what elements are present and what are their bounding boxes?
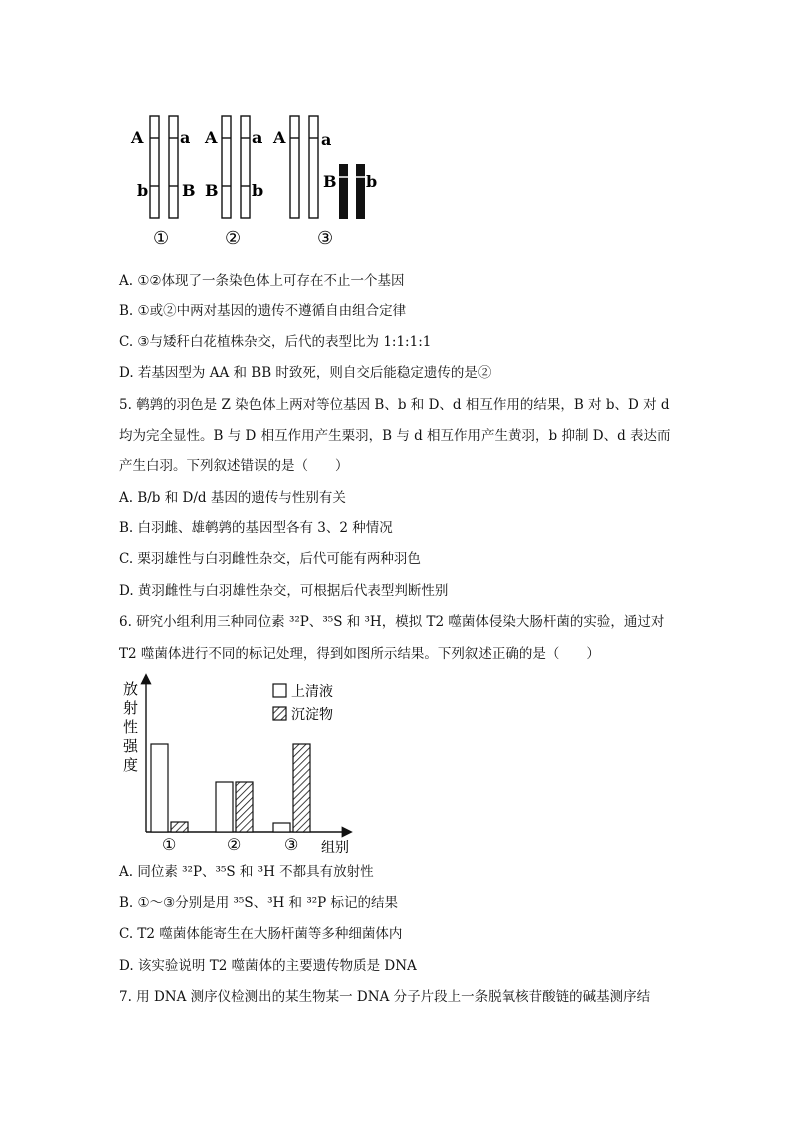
q4-option-c: C. ③与矮秆白花植株杂交，后代的表型比为 1:1:1:1	[119, 334, 432, 350]
bar-supernatant-group-3	[273, 823, 290, 832]
legend-swatch-precipitate	[273, 707, 286, 720]
x-tick-label: ②	[227, 835, 242, 854]
q5-stem-line-3: 产生白羽。下列叙述错误的是（ ）	[119, 458, 349, 474]
gene-label: a	[252, 128, 263, 147]
cell-number: ③	[317, 228, 334, 249]
y-axis-label-char: 度	[123, 756, 139, 774]
q4-option-a: A. ①②体现了一条染色体上可存在不止一个基因	[119, 273, 405, 289]
q5-option-a: A. B/b 和 D/d 基因的遗传与性别有关	[119, 490, 346, 506]
gene-label: B	[205, 181, 219, 200]
gene-label: B	[323, 172, 337, 191]
bar-supernatant-group-1	[151, 744, 168, 832]
q6-option-a: A. 同位素 ³²P、³⁵S 和 ³H 不都具有放射性	[119, 864, 374, 880]
cell-1	[130, 116, 196, 249]
bar-precipitate-group-3	[293, 744, 310, 832]
q4-option-b: B. ①或②中两对基因的遗传不遵循自由组合定律	[119, 303, 407, 319]
q6-option-b: B. ①～③分别是用 ³⁵S、³H 和 ³²P 标记的结果	[119, 895, 399, 911]
y-axis-label-char: 性	[123, 718, 139, 736]
gene-label: B	[182, 181, 196, 200]
gene-label: A	[131, 128, 144, 147]
bar-precipitate-group-2	[236, 782, 253, 832]
q5-stem-line-2: 均为完全显性。B 与 D 相互作用产生栗羽，B 与 d 相互作用产生黄羽，b 抑制 D、d 表达而	[119, 428, 671, 444]
q6-stem-line-2: T2 噬菌体进行不同的标记处理，得到如图所示结果。下列叙述正确的是（ ）	[119, 646, 600, 662]
chromosome-diagram	[125, 108, 385, 257]
radioactivity-chart	[118, 670, 368, 864]
legend	[273, 683, 333, 723]
gene-label: A	[273, 128, 286, 147]
q5-stem-line-1: 5. 鹌鹑的羽色是 Z 染色体上两对等位基因 B、b 和 D、d 相互作用的结果，B 对 b、D 对 d	[119, 397, 670, 413]
x-tick-label: ①	[162, 835, 177, 854]
y-axis-label-char: 放	[123, 680, 139, 698]
q5-option-c: C. 栗羽雄性与白羽雌性杂交，后代可能有两种羽色	[119, 551, 421, 567]
legend-label-precipitate: 沉淀物	[291, 707, 333, 723]
cell-number: ②	[225, 228, 242, 249]
legend-swatch-supernatant	[273, 684, 286, 697]
bar-supernatant-group-2	[216, 782, 233, 832]
x-axis-label: 组别	[321, 840, 349, 856]
q6-stem-line-1: 6. 研究小组利用三种同位素 ³²P、³⁵S 和 ³H，模拟 T2 噬菌体侵染大肠杆菌的实验，通过对	[119, 614, 665, 630]
legend-label-supernatant: 上清液	[291, 684, 333, 700]
q6-option-d: D. 该实验说明 T2 噬菌体的主要遗传物质是 DNA	[119, 958, 417, 974]
y-axis-label	[123, 680, 139, 774]
y-axis-label-char: 强	[123, 737, 139, 755]
gene-label: a	[180, 128, 191, 147]
q5-option-b: B. 白羽雌、雄鹌鹑的基因型各有 3、2 种情况	[119, 520, 393, 536]
gene-label: b	[252, 181, 264, 200]
q4-option-d: D. 若基因型为 AA 和 BB 时致死，则自交后能稳定遗传的是②	[119, 365, 492, 381]
gene-label: b	[137, 181, 149, 200]
y-axis-label-char: 射	[123, 699, 139, 717]
x-tick-label: ③	[284, 835, 299, 854]
cell-number: ①	[153, 228, 170, 249]
q7-stem-line-1: 7. 用 DNA 测序仪检测出的某生物某一 DNA 分子片段上一条脱氧核苷酸链的碱基测序结	[119, 989, 651, 1005]
cell-2	[204, 116, 263, 249]
gene-label: b	[366, 172, 378, 191]
bar-precipitate-group-1	[171, 822, 188, 832]
q5-option-d: D. 黄羽雌性与白羽雄性杂交，可根据后代表型判断性别	[119, 583, 449, 599]
gene-label: a	[321, 130, 332, 149]
gene-label: A	[205, 128, 218, 147]
cell-3	[272, 116, 377, 249]
q6-option-c: C. T2 噬菌体能寄生在大肠杆菌等多种细菌体内	[119, 926, 403, 942]
